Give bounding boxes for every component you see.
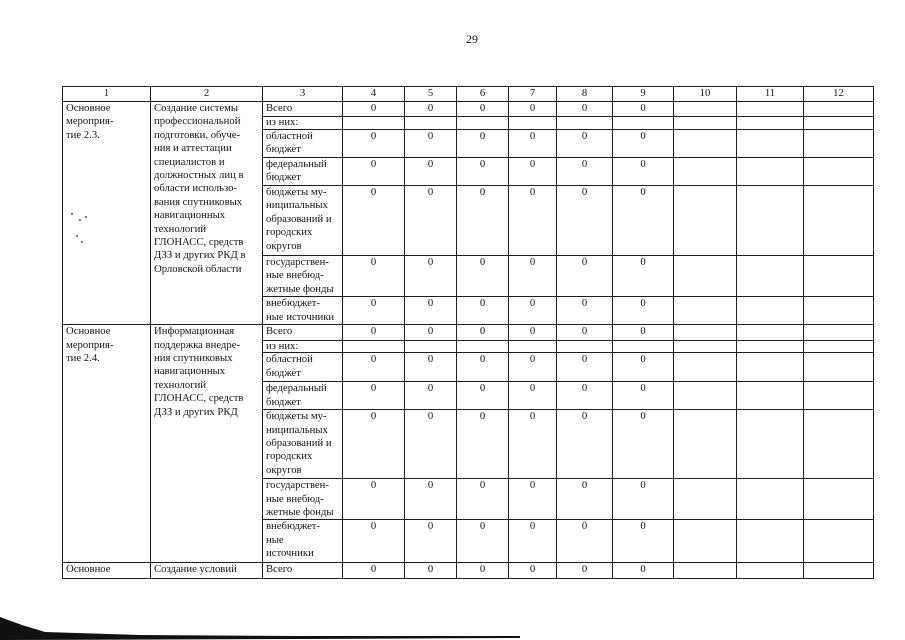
value-cell: 0 xyxy=(557,325,613,341)
value-cell: 0 xyxy=(557,102,613,117)
value-cell: 0 xyxy=(343,325,405,341)
value-cell: 0 xyxy=(613,130,674,158)
value-cell xyxy=(674,158,737,186)
event-number-cell: Основное мероприя- тие 2.4. xyxy=(63,325,151,563)
funding-source-cell: федеральный бюджет xyxy=(263,158,343,186)
value-cell: 0 xyxy=(343,158,405,186)
header-cell-6: 6 xyxy=(457,87,509,102)
value-cell: 0 xyxy=(613,353,674,382)
value-cell xyxy=(804,130,874,158)
value-cell: 0 xyxy=(509,563,557,579)
value-cell: 0 xyxy=(405,479,457,520)
value-cell: 0 xyxy=(557,256,613,297)
value-cell: 0 xyxy=(343,130,405,158)
value-cell: 0 xyxy=(613,382,674,410)
value-cell xyxy=(737,117,804,130)
value-cell xyxy=(457,341,509,353)
value-cell: 0 xyxy=(343,382,405,410)
value-cell xyxy=(804,256,874,297)
funding-source-cell: областной бюджет xyxy=(263,130,343,158)
value-cell xyxy=(674,186,737,256)
scan-speck xyxy=(85,216,87,218)
value-cell xyxy=(804,410,874,479)
value-cell: 0 xyxy=(509,102,557,117)
value-cell xyxy=(804,520,874,563)
value-cell xyxy=(674,353,737,382)
funding-source-cell: бюджеты му- ниципальных образований и городских округов xyxy=(263,186,343,256)
scan-speck xyxy=(81,241,83,243)
header-cell-12: 12 xyxy=(804,87,874,102)
value-cell: 0 xyxy=(613,410,674,479)
scan-speck xyxy=(79,219,81,221)
value-cell: 0 xyxy=(509,158,557,186)
value-cell xyxy=(674,563,737,579)
value-cell: 0 xyxy=(509,297,557,325)
value-cell xyxy=(613,341,674,353)
value-cell: 0 xyxy=(509,256,557,297)
value-cell xyxy=(737,341,804,353)
header-cell-11: 11 xyxy=(737,87,804,102)
value-cell: 0 xyxy=(557,520,613,563)
value-cell xyxy=(737,325,804,341)
value-cell xyxy=(737,520,804,563)
value-cell: 0 xyxy=(343,520,405,563)
value-cell: 0 xyxy=(509,325,557,341)
value-cell xyxy=(804,353,874,382)
value-cell xyxy=(737,130,804,158)
value-cell xyxy=(674,520,737,563)
value-cell xyxy=(674,410,737,479)
value-cell xyxy=(804,186,874,256)
value-cell: 0 xyxy=(457,158,509,186)
value-cell: 0 xyxy=(343,353,405,382)
value-cell xyxy=(613,117,674,130)
value-cell xyxy=(737,186,804,256)
value-cell xyxy=(804,297,874,325)
header-cell-2: 2 xyxy=(151,87,263,102)
value-cell xyxy=(674,117,737,130)
value-cell xyxy=(804,117,874,130)
event-name-cell: Создание системы профессиональной подготовки, обуче- ния и аттестации специалистов и должностных лиц в области использо- вания спутниковых навигационных технологий ГЛОНАСС, средств ДЗЗ и других РКД в Орловской области xyxy=(151,102,263,325)
value-cell: 0 xyxy=(509,382,557,410)
table-header xyxy=(63,87,874,102)
funding-source-cell: Всего xyxy=(263,563,343,579)
value-cell xyxy=(804,341,874,353)
value-cell xyxy=(674,382,737,410)
value-cell: 0 xyxy=(613,297,674,325)
value-cell xyxy=(737,410,804,479)
value-cell xyxy=(737,158,804,186)
value-cell: 0 xyxy=(509,130,557,158)
value-cell xyxy=(674,341,737,353)
header-cell-5: 5 xyxy=(405,87,457,102)
value-cell xyxy=(509,341,557,353)
scan-speck xyxy=(76,235,78,237)
value-cell xyxy=(509,117,557,130)
value-cell xyxy=(737,102,804,117)
value-cell: 0 xyxy=(405,382,457,410)
value-cell xyxy=(737,297,804,325)
funding-source-cell: из них: xyxy=(263,117,343,130)
value-cell: 0 xyxy=(343,297,405,325)
value-cell: 0 xyxy=(613,256,674,297)
value-cell xyxy=(737,382,804,410)
value-cell xyxy=(405,117,457,130)
value-cell: 0 xyxy=(405,410,457,479)
value-cell: 0 xyxy=(457,479,509,520)
table-row xyxy=(63,325,874,341)
value-cell: 0 xyxy=(509,479,557,520)
value-cell xyxy=(343,341,405,353)
value-cell: 0 xyxy=(343,102,405,117)
value-cell xyxy=(457,117,509,130)
value-cell: 0 xyxy=(457,382,509,410)
header-cell-7: 7 xyxy=(509,87,557,102)
value-cell: 0 xyxy=(343,410,405,479)
value-cell xyxy=(674,479,737,520)
header-cell-8: 8 xyxy=(557,87,613,102)
value-cell: 0 xyxy=(613,325,674,341)
value-cell: 0 xyxy=(405,186,457,256)
value-cell: 0 xyxy=(613,102,674,117)
funding-source-cell: бюджеты му- ниципальных образований и городских округов xyxy=(263,410,343,479)
value-cell: 0 xyxy=(343,563,405,579)
value-cell xyxy=(674,325,737,341)
value-cell: 0 xyxy=(457,186,509,256)
value-cell xyxy=(804,479,874,520)
funding-source-cell: внебюджет- ные источники xyxy=(263,297,343,325)
value-cell xyxy=(737,563,804,579)
value-cell: 0 xyxy=(457,297,509,325)
value-cell: 0 xyxy=(613,479,674,520)
value-cell: 0 xyxy=(613,158,674,186)
value-cell: 0 xyxy=(343,186,405,256)
table-body xyxy=(63,102,874,579)
funding-source-cell: государствен- ные внебюд- жетные фонды xyxy=(263,479,343,520)
value-cell xyxy=(804,563,874,579)
funding-source-cell: Всего xyxy=(263,325,343,341)
value-cell: 0 xyxy=(457,256,509,297)
value-cell xyxy=(343,117,405,130)
value-cell xyxy=(737,353,804,382)
value-cell: 0 xyxy=(405,353,457,382)
value-cell: 0 xyxy=(557,479,613,520)
header-cell-4: 4 xyxy=(343,87,405,102)
value-cell: 0 xyxy=(509,520,557,563)
funding-source-cell: из них: xyxy=(263,341,343,353)
value-cell xyxy=(804,382,874,410)
value-cell: 0 xyxy=(405,130,457,158)
value-cell: 0 xyxy=(457,353,509,382)
event-name-cell: Информационная поддержка внедре- ния спутниковых навигационных технологий ГЛОНАСС, средств ДЗЗ и других РКД xyxy=(151,325,263,563)
funding-source-cell: Всего xyxy=(263,102,343,117)
value-cell: 0 xyxy=(405,325,457,341)
value-cell xyxy=(674,130,737,158)
scan-speck xyxy=(71,213,73,215)
value-cell xyxy=(674,256,737,297)
value-cell: 0 xyxy=(509,353,557,382)
funding-source-cell: областной бюджет xyxy=(263,353,343,382)
value-cell xyxy=(804,102,874,117)
value-cell xyxy=(405,341,457,353)
value-cell: 0 xyxy=(457,563,509,579)
header-row xyxy=(63,87,874,102)
value-cell xyxy=(737,479,804,520)
header-cell-1: 1 xyxy=(63,87,151,102)
value-cell: 0 xyxy=(457,520,509,563)
value-cell: 0 xyxy=(343,479,405,520)
value-cell: 0 xyxy=(557,186,613,256)
value-cell xyxy=(674,297,737,325)
funding-source-cell: государствен- ные внебюд- жетные фонды xyxy=(263,256,343,297)
value-cell: 0 xyxy=(405,563,457,579)
value-cell xyxy=(737,256,804,297)
value-cell: 0 xyxy=(557,297,613,325)
value-cell: 0 xyxy=(457,325,509,341)
funding-source-cell: федеральный бюджет xyxy=(263,382,343,410)
value-cell: 0 xyxy=(457,130,509,158)
value-cell: 0 xyxy=(509,410,557,479)
header-cell-3: 3 xyxy=(263,87,343,102)
value-cell: 0 xyxy=(405,256,457,297)
budget-table xyxy=(62,86,874,579)
value-cell: 0 xyxy=(557,382,613,410)
header-cell-9: 9 xyxy=(613,87,674,102)
value-cell: 0 xyxy=(405,158,457,186)
table-row xyxy=(63,102,874,117)
value-cell: 0 xyxy=(343,256,405,297)
value-cell: 0 xyxy=(557,130,613,158)
value-cell: 0 xyxy=(613,563,674,579)
value-cell: 0 xyxy=(457,410,509,479)
value-cell: 0 xyxy=(509,186,557,256)
table-row xyxy=(63,563,874,579)
value-cell xyxy=(804,325,874,341)
value-cell: 0 xyxy=(613,520,674,563)
funding-source-cell: внебюджет- ные источники xyxy=(263,520,343,563)
header-cell-10: 10 xyxy=(674,87,737,102)
page-number: 29 xyxy=(466,32,478,46)
event-name-cell: Создание условий xyxy=(151,563,263,579)
value-cell xyxy=(557,341,613,353)
value-cell xyxy=(804,158,874,186)
value-cell xyxy=(557,117,613,130)
value-cell xyxy=(674,102,737,117)
value-cell: 0 xyxy=(557,410,613,479)
value-cell: 0 xyxy=(405,102,457,117)
event-number-cell: Основное мероприя- тие 2.3. xyxy=(63,102,151,325)
value-cell: 0 xyxy=(405,297,457,325)
value-cell: 0 xyxy=(557,353,613,382)
value-cell: 0 xyxy=(405,520,457,563)
value-cell: 0 xyxy=(557,158,613,186)
event-number-cell: Основное xyxy=(63,563,151,579)
value-cell: 0 xyxy=(457,102,509,117)
value-cell: 0 xyxy=(613,186,674,256)
value-cell: 0 xyxy=(557,563,613,579)
